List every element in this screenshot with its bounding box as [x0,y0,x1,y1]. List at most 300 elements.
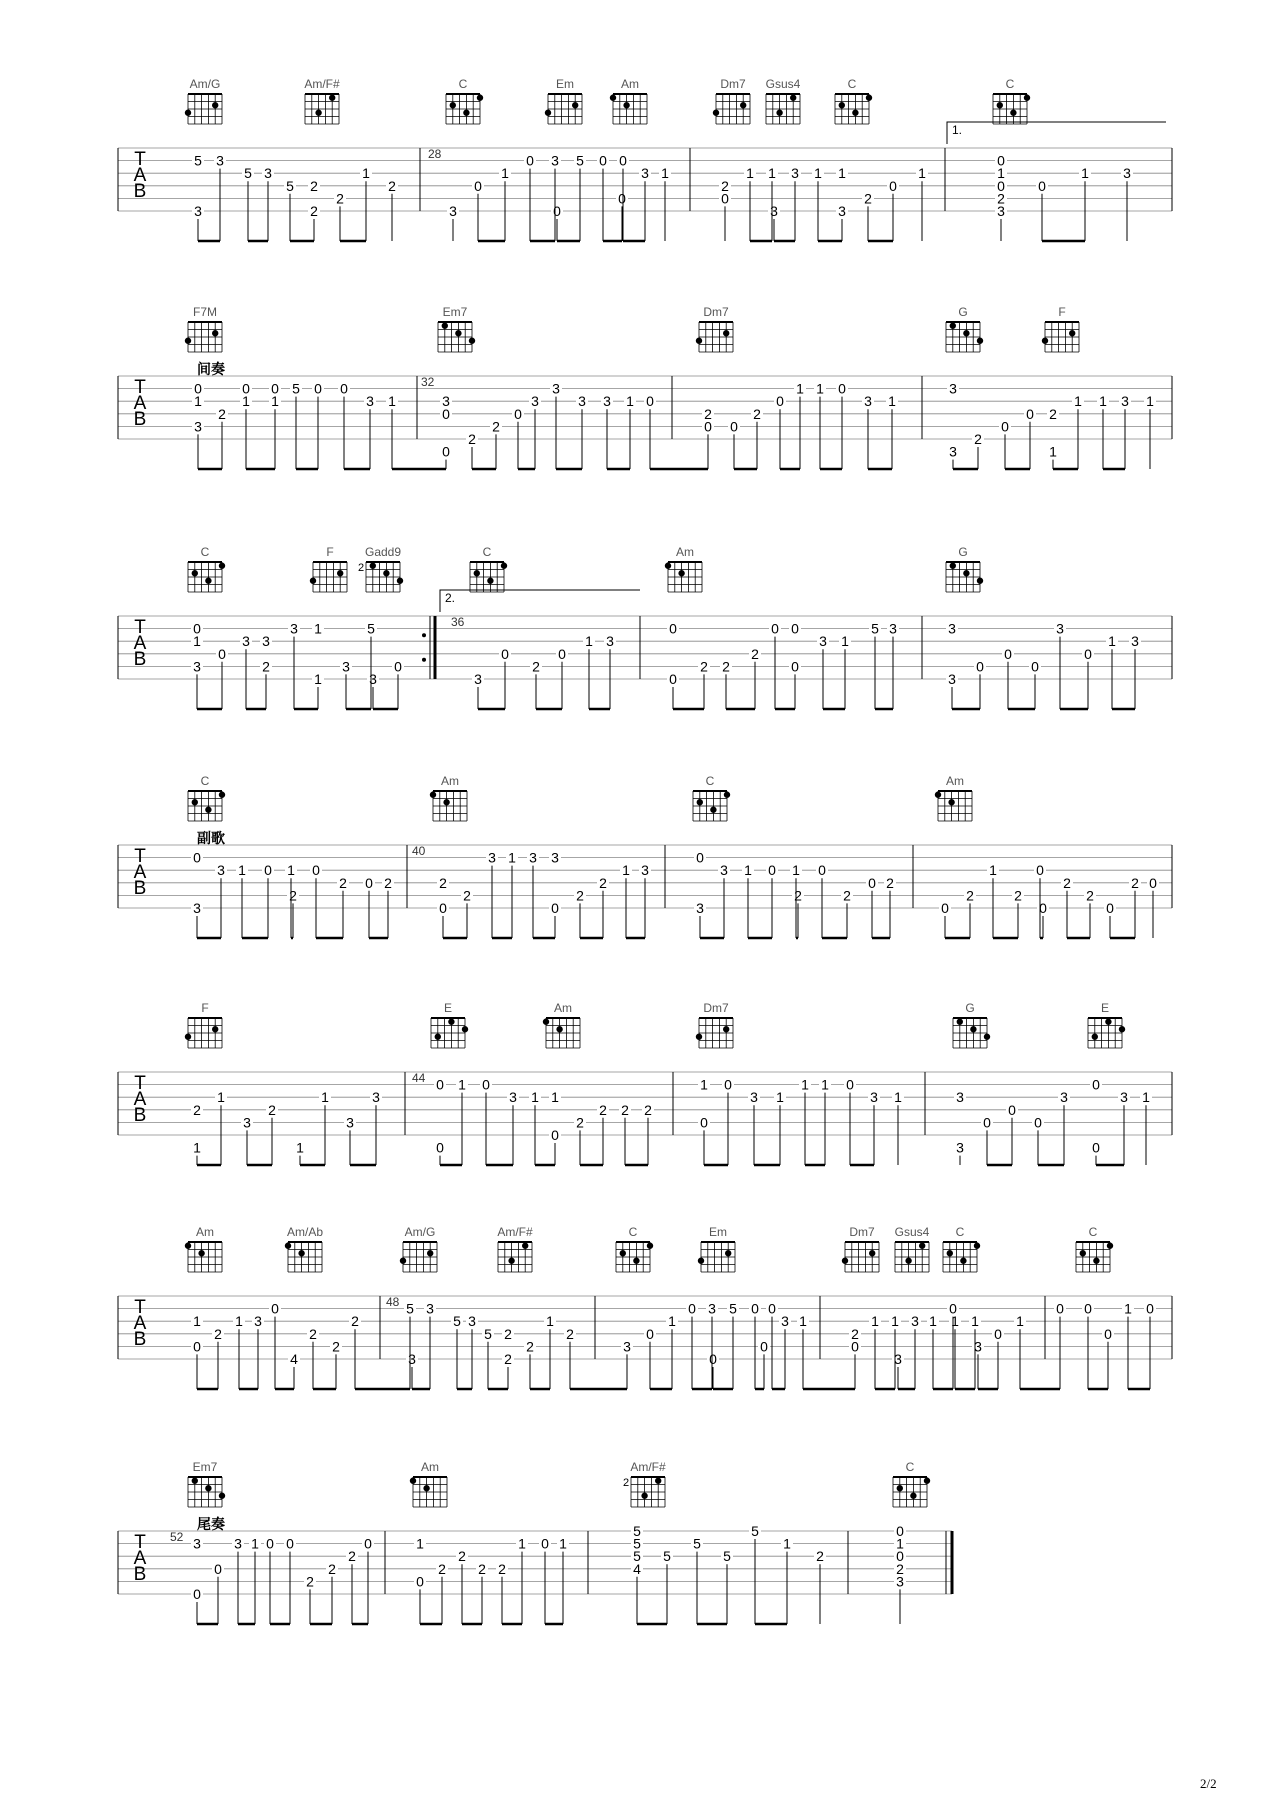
chord-name: Dm7 [703,305,729,319]
fret-number: 2 [310,203,318,219]
fret-number: 1 [193,1139,201,1156]
chord-diagram [185,322,222,352]
chord-diagram [498,1242,532,1272]
page-number: 2/2 [1200,1776,1217,1791]
fret-number: 1 [821,1076,829,1093]
fret-number: 0 [846,1076,854,1093]
fret-number: 0 [436,1076,444,1093]
fret-number: 5 [633,1535,641,1552]
chord-dot [698,1258,704,1264]
fret-number: 1 [388,393,396,410]
chord-dot [298,1250,304,1256]
fret-number: 0 [1034,1114,1042,1131]
chord-dot [1105,1019,1111,1025]
chord-name: C [955,1225,965,1239]
fret-number: 2 [439,874,447,891]
fret-number: 0 [1092,1076,1100,1093]
chord-name: Em [556,77,574,91]
chord-diagram [188,1477,225,1507]
chord-dot [950,563,956,569]
fret-number: 2 [700,658,708,675]
chord-dot [623,102,629,108]
chord-dot [185,110,191,116]
fret-number: 0 [646,1325,654,1342]
chord-diagram [698,1242,735,1272]
fret-number: 2 [332,1338,340,1355]
chord-fret-number: 2 [622,1477,630,1489]
fret-number: 4 [290,1351,298,1367]
volta-label: 1. [952,123,963,137]
fret-number: 0 [553,203,561,219]
chord-diagram [438,322,475,352]
fret-number: 0 [482,1076,490,1093]
fret-number: 0 [286,1535,294,1552]
chord-dot [1010,110,1016,116]
chord-dot [443,799,449,805]
chord-dot [337,570,343,576]
chord-dot [641,1493,647,1499]
chord-dot [665,563,671,569]
fret-number: 0 [730,418,738,435]
fret-number: 0 [1008,1101,1016,1118]
chord-name: G [958,305,968,319]
fret-number: 0 [1039,900,1047,916]
fret-number: 0 [704,418,712,435]
fret-number: 0 [760,1338,768,1355]
fret-number: 1 [768,165,776,182]
fret-number: 0 [394,658,402,675]
fret-number: 5 [292,380,300,397]
fret-number: 0 [551,1127,559,1143]
fret-number: 2 [886,874,894,891]
chord-name: Em7 [192,1460,218,1474]
chord-dot [212,102,218,108]
fret-number: 3 [1060,1089,1068,1106]
fret-number: 1 [626,393,634,410]
fret-number: 2 [218,405,226,422]
fret-number: 3 [819,633,827,650]
fret-number: 3 [949,380,957,397]
chord-dot [543,1019,549,1025]
fret-number: 2 [336,190,344,207]
fret-number: 0 [193,620,201,637]
fret-number: 2 [576,1114,584,1131]
fret-number: 0 [724,1076,732,1093]
fret-number: 2 [816,1548,824,1565]
chord-dot [545,110,551,116]
chord-dot [205,1485,211,1491]
fret-number: 0 [558,645,566,662]
fret-number: 1 [799,1313,807,1330]
tab-clef-letter: A [133,633,147,654]
fret-number: 3 [509,1089,517,1106]
chord-dot [219,792,225,798]
chord-dot [647,1243,653,1249]
fret-number: 1 [841,633,849,650]
chord-dot [910,1493,916,1499]
fret-number: 3 [641,862,649,879]
chord-dot [212,1026,218,1032]
section-label: 副歌 [197,830,225,846]
fret-number: 3 [529,849,537,866]
chord-dot [948,799,954,805]
fret-number: 2 [328,1560,336,1577]
chord-diagram [895,1242,929,1272]
fret-number: 0 [896,1523,904,1539]
fret-number: 1 [287,862,295,879]
chord-dot [696,338,702,344]
chord-diagram [946,322,983,352]
fret-number: 3 [531,393,539,410]
chord-name: Am [946,774,964,788]
fret-number: 0 [312,862,320,879]
chord-dot [710,807,716,813]
fret-number: 1 [783,1535,791,1552]
fret-number: 1 [194,393,202,410]
fret-number: 5 [576,152,584,169]
chord-dot [678,570,684,576]
chord-dot [427,1250,433,1256]
fret-number: 0 [949,1300,957,1317]
chord-dot [370,563,376,569]
chord-dot [1069,330,1075,336]
chord-dot [192,799,198,805]
chord-dot [950,323,956,329]
fret-number: 3 [948,671,956,687]
fret-number: 3 [408,1351,416,1367]
fret-number: 1 [458,1076,466,1093]
chord-dot [1092,1034,1098,1040]
fret-number: 1 [918,165,926,182]
fret-number: 0 [194,380,202,397]
chord-diagram [400,1242,437,1272]
chord-name: Am/G [189,77,221,91]
fret-number: 2 [1063,874,1071,891]
fret-number: 1 [871,1313,879,1330]
chord-name: C [847,77,857,91]
fret-number: 1 [622,862,630,879]
fret-number: 0 [646,393,654,410]
chord-name: C [628,1225,638,1239]
chord-dot [724,792,730,798]
fret-number: 3 [603,393,611,410]
fret-number: 2 [966,887,974,904]
chord-dot [450,102,456,108]
fret-number: 3 [997,203,1005,219]
fret-number: 2 [388,177,396,194]
chord-dot [842,1258,848,1264]
fret-number: 1 [951,1313,959,1330]
fret-number: 1 [314,620,322,637]
fret-number: 3 [1121,393,1129,410]
fret-number: 3 [474,671,482,687]
fret-number: 3 [366,393,374,410]
chord-dot [723,330,729,336]
fret-number: 2 [1014,887,1022,904]
fret-number: 2 [193,1101,201,1118]
fret-number: 3 [791,165,799,182]
measure-number: 36 [451,615,465,629]
chord-dot [697,799,703,805]
measure-number: 48 [386,1295,400,1309]
chord-dot [410,1478,416,1484]
chord-diagram [185,1018,222,1048]
chord-diagram [693,791,730,821]
chord-name: F [201,1001,209,1015]
chord-diagram [545,94,582,124]
chord-dot [1093,1258,1099,1264]
chord-diagram [713,94,750,124]
fret-number: 3 [578,393,586,410]
fret-number: 0 [618,190,626,207]
fret-number: 2 [478,1560,486,1577]
chord-name: Am/Ab [286,1225,324,1239]
chord-dot [905,1258,911,1264]
chord-dot [960,1258,966,1264]
fret-number: 0 [771,620,779,637]
chord-name: F7M [193,305,217,319]
chord-diagram [305,94,339,124]
chord-name: Dm7 [849,1225,875,1239]
chord-dot [192,570,198,576]
fret-number: 0 [271,1300,279,1317]
fret-number: 0 [271,380,279,397]
chord-dot [740,102,746,108]
chord-diagram [188,791,225,821]
chord-name: C [200,774,210,788]
fret-number: 1 [888,393,896,410]
chord-dot [400,1258,406,1264]
chord-name: Dm7 [703,1001,729,1015]
fret-number: 0 [669,671,677,687]
chord-diagram [1042,322,1079,352]
measure-number: 28 [428,147,442,161]
fret-number: 0 [776,393,784,410]
chord-name: Gadd9 [364,545,402,559]
fret-number: 1 [971,1313,979,1330]
fret-number: 1 [792,862,800,879]
fret-number: 0 [541,1535,549,1552]
fret-number: 0 [1084,645,1092,662]
fret-number: 1 [1016,1313,1024,1330]
fret-number: 3 [193,658,201,675]
chord-dot [442,323,448,329]
fret-number: 2 [1086,887,1094,904]
chord-diagram [842,1242,879,1272]
fret-number: 0 [688,1300,696,1317]
fret-number: 3 [889,620,897,637]
chord-diagram [285,1242,322,1272]
fret-number: 2 [843,887,851,904]
chord-dot [655,1478,661,1484]
fret-number: 0 [193,1586,201,1602]
fret-number: 3 [948,620,956,637]
measure-number: 52 [170,1530,184,1544]
fret-number: 1 [700,1076,708,1093]
fret-number: 0 [193,849,201,866]
fret-number: 0 [1104,1325,1112,1342]
fret-number: 3 [1131,633,1139,650]
fret-number: 0 [551,900,559,916]
tab-clef-letter: T [134,1073,146,1094]
fret-number: 0 [768,1300,776,1317]
fret-number: 2 [753,405,761,422]
chord-diagram [953,1018,990,1048]
chord-dot [219,563,225,569]
fret-number: 0 [976,658,984,675]
fret-number: 0 [526,152,534,169]
tab-clef-letter: A [133,862,147,883]
tab-clef-letter: B [133,1105,147,1126]
fret-number: 0 [1056,1300,1064,1317]
chord-diagram [1088,1018,1125,1048]
fret-number: 2 [599,1101,607,1118]
fret-number: 3 [894,1351,902,1367]
fret-number: 1 [1142,1089,1150,1106]
fret-number: 1 [531,1089,539,1106]
chord-diagram [430,791,467,821]
fret-number: 0 [868,874,876,891]
chord-diagram [766,94,800,124]
chord-dot [205,578,211,584]
fret-number: 3 [551,152,559,169]
chord-dot [219,1493,225,1499]
chord-name: C [705,774,715,788]
fret-number: 2 [309,1325,317,1342]
fret-number: 3 [216,152,224,169]
fret-number: 2 [498,1560,506,1577]
fret-number: 3 [217,862,225,879]
fret-number: 0 [994,1325,1002,1342]
chord-name: Am/F# [630,1460,666,1474]
section-label: 尾奏 [197,1516,225,1532]
chord-fret-number: 2 [357,562,365,574]
fret-number: 1 [838,165,846,182]
fret-number: 0 [1036,862,1044,879]
tab-clef-letter: A [133,165,147,186]
fret-number: 3 [1123,165,1131,182]
fret-number: 1 [546,1313,554,1330]
chord-dot [869,1250,875,1256]
chord-dot [947,1250,953,1256]
fret-number: 0 [1026,405,1034,422]
measure-number: 44 [412,1071,426,1085]
chord-dot [430,792,436,798]
chord-name: Am [676,545,694,559]
fret-number: 0 [700,1114,708,1131]
fret-number: 0 [193,1338,201,1355]
fret-number: 0 [314,380,322,397]
chord-dot [487,578,493,584]
chord-dot [212,330,218,336]
fret-number: 0 [818,862,826,879]
fret-number: 2 [794,887,802,904]
chord-dot [970,1026,976,1032]
chord-dot [633,1258,639,1264]
tab-clef-letter: B [133,409,147,430]
chord-dot [315,110,321,116]
chord-dot [977,338,983,344]
fret-number: 3 [708,1300,716,1317]
fret-number: 2 [351,1313,359,1330]
chord-dot [205,807,211,813]
fret-number: 0 [1004,645,1012,662]
chord-diagram [631,1477,665,1507]
tab-clef-letter: B [133,649,147,670]
chord-name: Em [709,1225,727,1239]
chord-dot [463,110,469,116]
chord-dot [556,1026,562,1032]
fret-number: 0 [364,1535,372,1552]
chord-name: F [326,545,334,559]
fret-number: 0 [997,152,1005,169]
fret-number: 2 [896,1560,904,1577]
chord-dot [474,570,480,576]
chord-dot [963,570,969,576]
fret-number: 1 [314,671,322,687]
fret-number: 1 [896,1535,904,1552]
chord-dot [383,570,389,576]
fret-number: 0 [218,645,226,662]
fret-number: 0 [619,152,627,169]
fret-number: 0 [264,862,272,879]
tab-system [118,122,1172,241]
fret-number: 3 [870,1089,878,1106]
fret-number: 0 [439,900,447,916]
volta-bracket [440,590,640,612]
tab-clef-letter: B [133,1329,147,1350]
fret-number: 3 [193,1535,201,1552]
chord-name: G [965,1001,975,1015]
fret-number: 2 [289,887,297,904]
fret-number: 2 [310,177,318,194]
chord-name: F [1058,305,1066,319]
fret-number: 5 [194,152,202,169]
fret-number: 0 [709,1351,717,1367]
chord-dot [977,578,983,584]
chord-diagram [835,94,872,124]
fret-number: 2 [722,658,730,675]
chord-dot [897,1485,903,1491]
chord-dot [522,1243,528,1249]
fret-number: 3 [449,203,457,219]
chord-dot [997,102,1003,108]
chord-dot [508,1258,514,1264]
fret-number: 5 [484,1325,492,1342]
fret-number: 1 [776,1089,784,1106]
tab-clef-letter: T [134,846,146,867]
fret-number: 5 [633,1523,641,1539]
fret-number: 2 [721,177,729,194]
fret-number: 5 [286,177,294,194]
fret-number: 3 [426,1300,434,1317]
fret-number: 3 [264,165,272,182]
fret-number: 3 [1056,620,1064,637]
fret-number: 5 [693,1535,701,1552]
tab-system [118,1524,952,1624]
chord-diagram [185,94,222,124]
fret-number: 1 [508,849,516,866]
fret-number: 2 [268,1101,276,1118]
fret-number: 0 [1031,658,1039,675]
tab-clef-letter: A [133,1089,147,1110]
fret-number: 2 [384,874,392,891]
chord-diagram [946,562,983,592]
chord-dot [790,95,796,101]
fret-number: 1 [217,1089,225,1106]
fret-number: 2 [438,1560,446,1577]
chord-dot [501,563,507,569]
